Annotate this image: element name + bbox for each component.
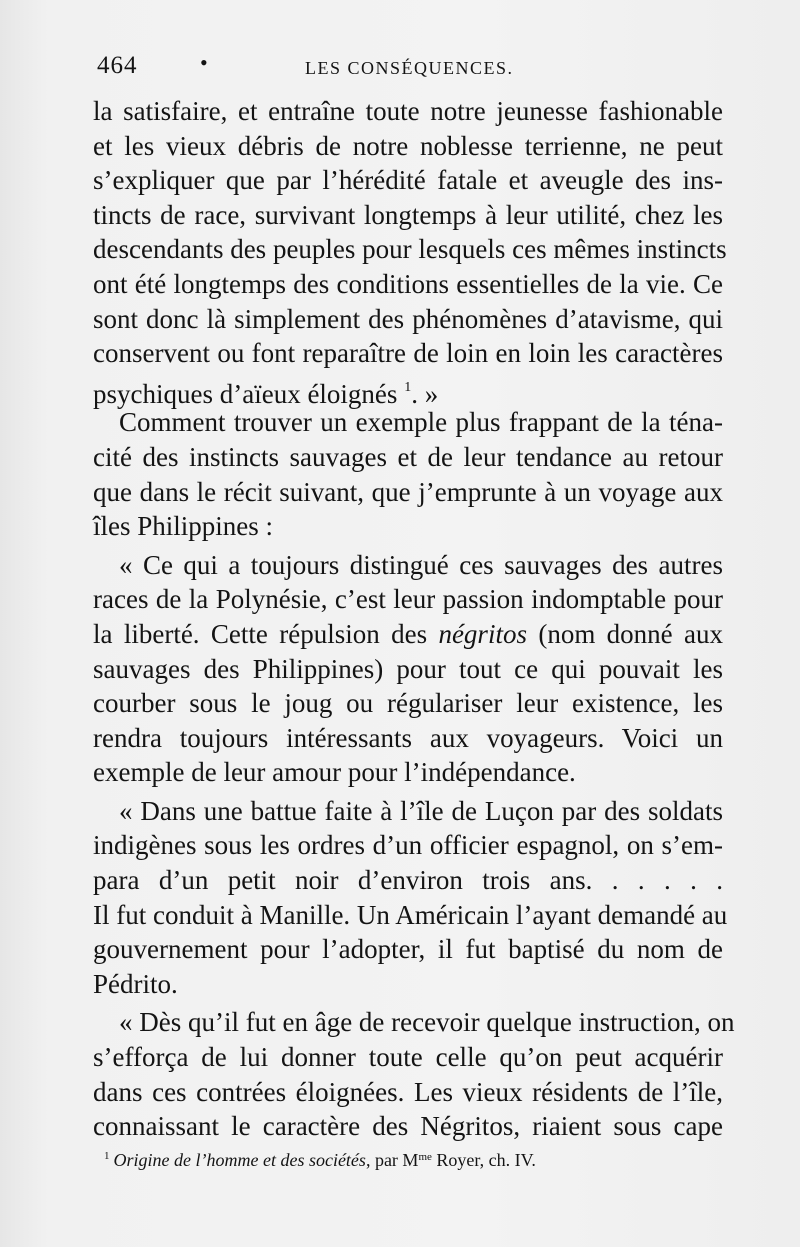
text-line xyxy=(93,371,723,409)
text-line: races de la Polynésie, c’est leur passion indomptable pour xyxy=(93,584,723,615)
text-line: exemple de leur amour pour l’indépendance. xyxy=(93,757,576,788)
text-line: la satisfaire, et entraîne toute notre jeunesse fashionable xyxy=(93,96,723,126)
text-line: tincts de race, survivant longtemps à leur utilité, chez les xyxy=(93,199,723,230)
text-line: courber sous le joug ou régulariser leur existence, les xyxy=(93,688,723,719)
footnote-text: , par M xyxy=(365,1150,419,1170)
text-line: « Dès qu’il fut en âge de recevoir quelque instruction, on xyxy=(119,1007,735,1038)
text-line: Il fut conduit à Manille. Un Américain l’ayant demandé au xyxy=(93,899,728,930)
header-separator: • xyxy=(200,50,208,75)
text-line: « Dans une battue faite à l’île de Luçon par des soldats xyxy=(119,795,723,826)
text-line: rendra toujours intéressants aux voyageurs. Voici un xyxy=(93,722,723,753)
emphasis-negritos: négritos xyxy=(438,618,527,649)
text-line: indigènes sous les ordres d’un officier espagnol, on s’em- xyxy=(93,830,723,861)
text-line: gouvernement pour l’adopter, il fut baptisé du nom de xyxy=(93,934,723,965)
text-line: et les vieux débris de notre noblesse terrienne, ne peut xyxy=(93,130,723,161)
footnote xyxy=(104,1144,724,1172)
text-line: « Ce qui a toujours distingué ces sauvages des autres xyxy=(119,549,723,580)
text-line: s’efforça de lui donner toute celle qu’on peut acquérir xyxy=(93,1042,723,1073)
text-line: Pédrito. xyxy=(93,968,178,999)
footnote-superscript: me xyxy=(418,1151,432,1163)
text-fragment: (nom donné aux xyxy=(526,618,724,649)
text-line: Comment trouver un exemple plus frappant de la téna- xyxy=(119,407,723,438)
text-line: sauvages des Philippines) pour tout ce qui pouvait les xyxy=(93,653,723,684)
footnote-marker: 1 xyxy=(104,1150,110,1162)
text-fragment: la liberté. Cette répulsion des xyxy=(93,618,439,649)
text-line: que dans le récit suivant, que j’emprunte à un voyage aux xyxy=(93,476,723,507)
footnote-title: Origine de l’homme et des sociétés xyxy=(113,1150,366,1170)
footnote-reference: 1 xyxy=(404,379,412,395)
text-line: para d’un petit noir d’environ trois ans. . . . . . xyxy=(93,865,723,896)
text-line: sont donc là simplement des phénomènes d’atavisme, qui xyxy=(93,303,723,334)
page-header xyxy=(97,52,722,88)
body-text xyxy=(93,94,735,1144)
page-number: 464 xyxy=(97,52,138,79)
text-line: conservent ou font reparaître de loin en loin les caractères xyxy=(93,338,723,369)
text-line: îles Philippines : xyxy=(93,511,274,542)
text-fragment: . » xyxy=(411,378,439,409)
text-line: dans ces contrées éloignées. Les vieux résidents de l’île, xyxy=(93,1076,723,1107)
text-line: cité des instincts sauvages et de leur tendance au retour xyxy=(93,441,723,472)
text-line: descendants des peuples pour lesquels ces mêmes instincts xyxy=(93,234,727,265)
text-line: ont été longtemps des conditions essentielles de la vie. Ce xyxy=(93,268,723,299)
footnote-text: Royer, ch. IV. xyxy=(431,1150,536,1170)
text-line: connaissant le caractère des Négritos, riaient sous cape xyxy=(93,1111,723,1142)
text-line: s’expliquer que par l’hérédité fatale et aveugle des ins- xyxy=(93,165,723,196)
text-line xyxy=(93,617,723,652)
running-title: LES CONSÉQUENCES. xyxy=(305,58,514,78)
text-fragment: psychiques d’aïeux éloignés xyxy=(93,378,405,409)
